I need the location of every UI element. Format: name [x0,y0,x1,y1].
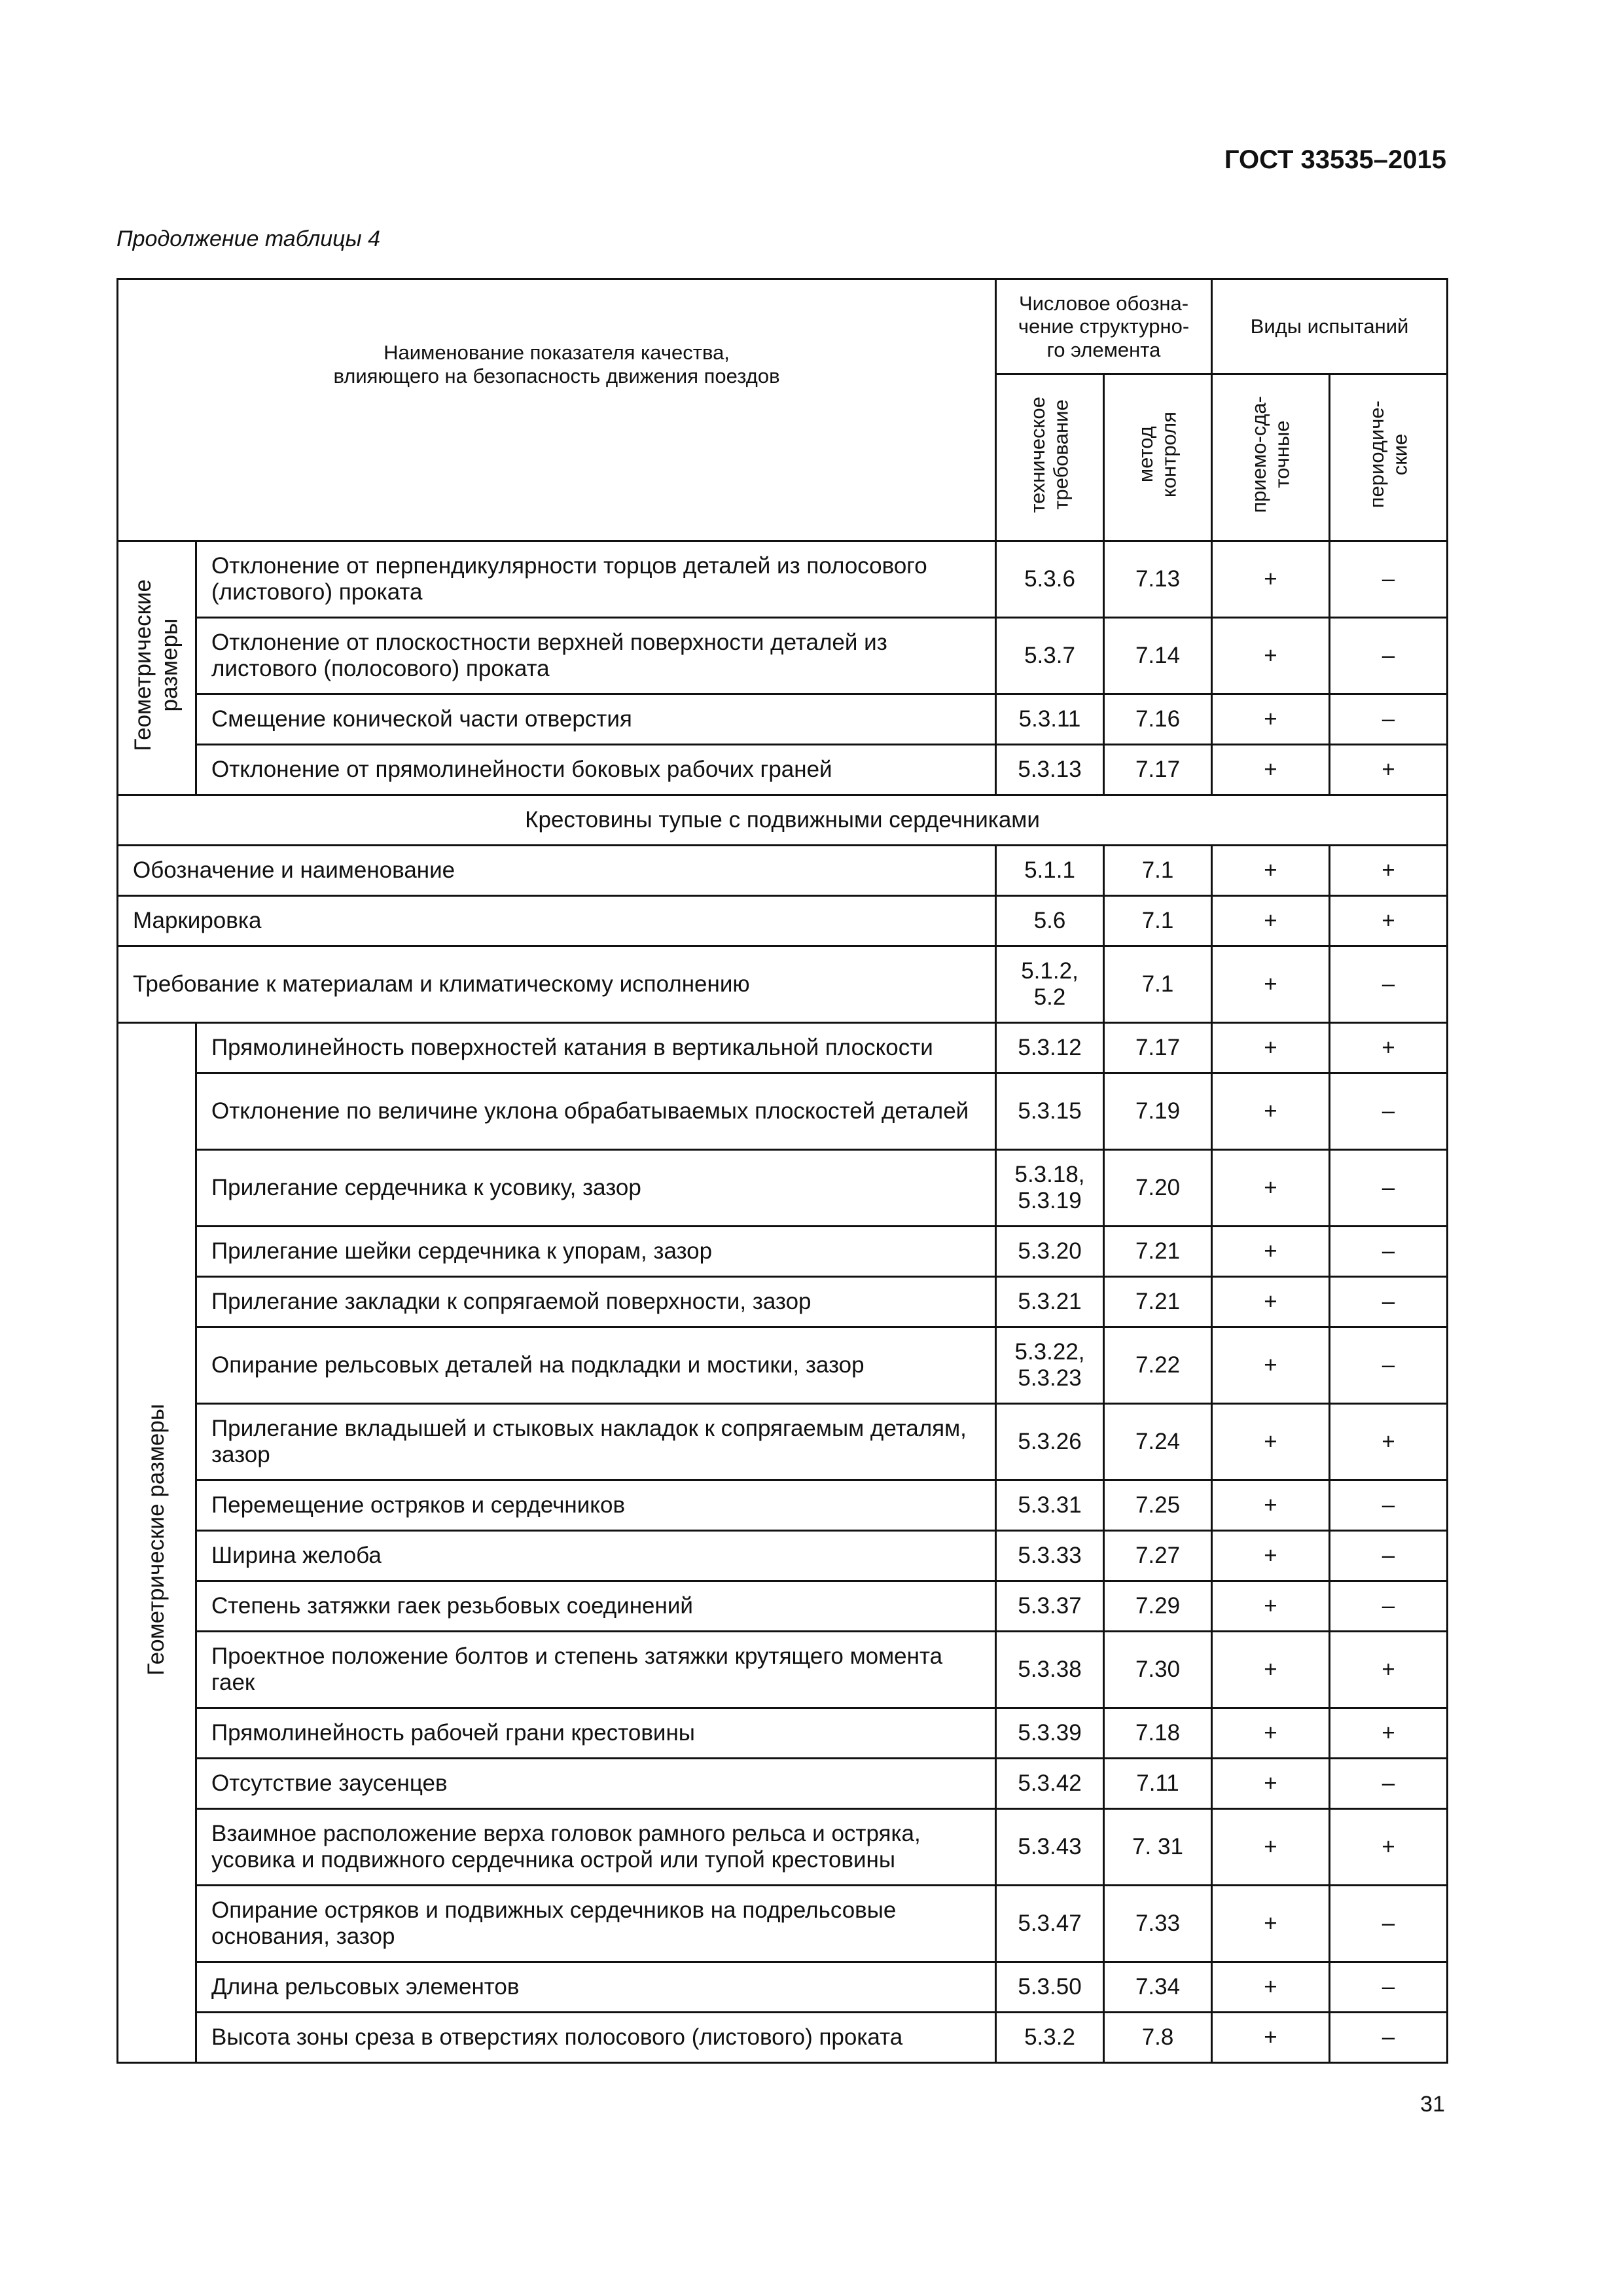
technical-requirement-cell: 5.3.39 [996,1708,1104,1759]
acceptance-test-cell: + [1212,1886,1330,1962]
technical-requirement-cell: 5.3.13 [996,745,1104,795]
indicator-name-cell: Обозначение и наименование [118,846,996,896]
page-number: 31 [1420,2092,1445,2117]
technical-requirement-cell: 5.3.21 [996,1277,1104,1327]
periodic-test-cell: + [1330,1708,1448,1759]
periodic-test-cell: – [1330,1150,1448,1227]
table-row [118,1150,1448,1227]
technical-requirement-cell: 5.3.31 [996,1480,1104,1531]
control-method-cell: 7.29 [1104,1581,1212,1632]
indicator-name-cell: Прямолинейность рабочей грани крестовины [196,1708,996,1759]
indicator-name-cell: Опирание остряков и подвижных сердечников на подрельсовые основания, зазор [196,1886,996,1962]
technical-requirement-cell: 5.3.7 [996,618,1104,694]
periodic-test-cell: – [1330,1759,1448,1809]
indicator-name-cell: Прямолинейность поверхностей катания в вертикальной плоскости [196,1023,996,1073]
indicator-name-cell: Перемещение остряков и сердечников [196,1480,996,1531]
header-acceptance-tests: приемо-сда- точные [1212,374,1330,541]
acceptance-test-cell: + [1212,1150,1330,1227]
table-row [118,1708,1448,1759]
periodic-test-cell: – [1330,694,1448,745]
control-method-cell: 7.13 [1104,541,1212,618]
periodic-test-cell: – [1330,1581,1448,1632]
technical-requirement-cell: 5.3.2 [996,2013,1104,2063]
technical-requirement-cell: 5.6 [996,896,1104,946]
table-row [118,1809,1448,1886]
control-method-cell: 7.18 [1104,1708,1212,1759]
table-row [118,1581,1448,1632]
table-row [118,1632,1448,1708]
indicator-name-cell: Прилегание закладки к сопрягаемой поверхности, зазор [196,1277,996,1327]
table-row [118,1023,1448,1073]
acceptance-test-cell: + [1212,618,1330,694]
technical-requirement-cell: 5.3.38 [996,1632,1104,1708]
acceptance-test-cell: + [1212,1327,1330,1404]
indicator-name-cell: Проектное положение болтов и степень затяжки крутящего момента гаек [196,1632,996,1708]
technical-requirement-cell: 5.3.42 [996,1759,1104,1809]
technical-requirement-cell: 5.3.33 [996,1531,1104,1581]
acceptance-test-cell: + [1212,1227,1330,1277]
technical-requirement-cell: 5.3.12 [996,1023,1104,1073]
indicator-name-cell: Высота зоны среза в отверстиях полосового (листового) проката [196,2013,996,2063]
periodic-test-cell: – [1330,2013,1448,2063]
periodic-test-cell: + [1330,745,1448,795]
group-label-geometric-dimensions-2: Геометрические размеры [118,1023,196,2063]
acceptance-test-cell: + [1212,1480,1330,1531]
indicator-name-cell: Прилегание сердечника к усовику, зазор [196,1150,996,1227]
acceptance-test-cell: + [1212,1632,1330,1708]
table-row [118,1480,1448,1531]
header-technical-requirement: техническое требование [996,374,1104,541]
acceptance-test-cell: + [1212,846,1330,896]
indicator-name-cell: Прилегание вкладышей и стыковых накладок к сопрягаемым деталям, зазор [196,1404,996,1480]
periodic-test-cell: + [1330,1809,1448,1886]
periodic-test-cell: – [1330,1073,1448,1150]
section-row [118,795,1448,846]
table-row [118,1227,1448,1277]
indicator-name-cell: Отсутствие заусенцев [196,1759,996,1809]
header-indicator: Наименование показателя качества, влияющего на безопасность движения поездов [118,279,996,541]
control-method-cell: 7.22 [1104,1327,1212,1404]
table-row [118,1962,1448,2013]
periodic-test-cell: – [1330,1277,1448,1327]
control-method-cell: 7.30 [1104,1632,1212,1708]
acceptance-test-cell: + [1212,1962,1330,2013]
group-label-geometric-dimensions: Геометрические размеры [118,541,196,795]
control-method-cell: 7.25 [1104,1480,1212,1531]
technical-requirement-cell: 5.3.20 [996,1227,1104,1277]
control-method-cell: 7.17 [1104,745,1212,795]
table-row [118,2013,1448,2063]
table-row [118,946,1448,1023]
control-method-cell: 7.1 [1104,846,1212,896]
periodic-test-cell: – [1330,946,1448,1023]
technical-requirement-cell: 5.3.47 [996,1886,1104,1962]
acceptance-test-cell: + [1212,1531,1330,1581]
control-method-cell: 7.24 [1104,1404,1212,1480]
acceptance-test-cell: + [1212,2013,1330,2063]
periodic-test-cell: – [1330,541,1448,618]
technical-requirement-cell: 5.3.15 [996,1073,1104,1150]
periodic-test-cell: + [1330,896,1448,946]
table-row [118,1327,1448,1404]
header-periodic-tests: периодиче- ские [1330,374,1448,541]
indicator-name-cell: Отклонение от плоскостности верхней поверхности деталей из листового (полосового) проката [196,618,996,694]
technical-requirement-cell: 5.3.43 [996,1809,1104,1886]
table-row [118,1886,1448,1962]
acceptance-test-cell: + [1212,1023,1330,1073]
technical-requirement-cell: 5.3.26 [996,1404,1104,1480]
periodic-test-cell: + [1330,1404,1448,1480]
acceptance-test-cell: + [1212,946,1330,1023]
indicator-name-cell: Требование к материалам и климатическому исполнению [118,946,996,1023]
technical-requirement-cell: 5.3.6 [996,541,1104,618]
control-method-cell: 7.14 [1104,618,1212,694]
periodic-test-cell: – [1330,1531,1448,1581]
indicator-name-cell: Опирание рельсовых деталей на подкладки и мостики, зазор [196,1327,996,1404]
table-caption: Продолжение таблицы 4 [116,226,380,251]
control-method-cell: 7.16 [1104,694,1212,745]
periodic-test-cell: – [1330,1227,1448,1277]
control-method-cell: 7.17 [1104,1023,1212,1073]
periodic-test-cell: – [1330,618,1448,694]
header-numeric-designation: Числовое обозна- чение структурно- го элемента [996,279,1212,374]
section-title: Крестовины тупые с подвижными сердечниками [118,795,1448,846]
acceptance-test-cell: + [1212,541,1330,618]
control-method-cell: 7.11 [1104,1759,1212,1809]
indicator-name-cell: Прилегание шейки сердечника к упорам, зазор [196,1227,996,1277]
technical-requirement-cell: 5.1.2, 5.2 [996,946,1104,1023]
acceptance-test-cell: + [1212,1277,1330,1327]
control-method-cell: 7.8 [1104,2013,1212,2063]
periodic-test-cell: – [1330,1962,1448,2013]
acceptance-test-cell: + [1212,745,1330,795]
acceptance-test-cell: + [1212,1708,1330,1759]
table-row [118,1759,1448,1809]
indicator-name-cell: Смещение конической части отверстия [196,694,996,745]
technical-requirement-cell: 5.3.18, 5.3.19 [996,1150,1104,1227]
control-method-cell: 7. 31 [1104,1809,1212,1886]
control-method-cell: 7.21 [1104,1277,1212,1327]
control-method-cell: 7.27 [1104,1531,1212,1581]
table-row [118,1404,1448,1480]
periodic-test-cell: + [1330,846,1448,896]
acceptance-test-cell: + [1212,1759,1330,1809]
control-method-cell: 7.33 [1104,1886,1212,1962]
technical-requirement-cell: 5.3.11 [996,694,1104,745]
standard-code: ГОСТ 33535–2015 [1224,145,1446,174]
control-method-cell: 7.34 [1104,1962,1212,2013]
control-method-cell: 7.21 [1104,1227,1212,1277]
acceptance-test-cell: + [1212,896,1330,946]
acceptance-test-cell: + [1212,1809,1330,1886]
table-row [118,896,1448,946]
indicator-name-cell: Маркировка [118,896,996,946]
table-row [118,846,1448,896]
indicator-name-cell: Степень затяжки гаек резьбовых соединений [196,1581,996,1632]
control-method-cell: 7.20 [1104,1150,1212,1227]
indicator-name-cell: Длина рельсовых элементов [196,1962,996,2013]
technical-requirement-cell: 5.1.1 [996,846,1104,896]
periodic-test-cell: – [1330,1480,1448,1531]
periodic-test-cell: + [1330,1632,1448,1708]
acceptance-test-cell: + [1212,1404,1330,1480]
technical-requirement-cell: 5.3.22, 5.3.23 [996,1327,1104,1404]
control-method-cell: 7.19 [1104,1073,1212,1150]
technical-requirement-cell: 5.3.37 [996,1581,1104,1632]
table-row [118,694,1448,745]
quality-indicators-table [116,278,1448,2064]
indicator-name-cell: Ширина желоба [196,1531,996,1581]
indicator-name-cell: Взаимное расположение верха головок рамного рельса и остряка, усовика и подвижного сердечника острой или тупой крестовины [196,1809,996,1886]
control-method-cell: 7.1 [1104,896,1212,946]
header-test-types: Виды испытаний [1212,279,1448,374]
acceptance-test-cell: + [1212,1581,1330,1632]
table-row [118,745,1448,795]
periodic-test-cell: – [1330,1886,1448,1962]
periodic-test-cell: + [1330,1023,1448,1073]
table-row [118,618,1448,694]
indicator-name-cell: Отклонение от прямолинейности боковых рабочих граней [196,745,996,795]
indicator-name-cell: Отклонение по величине уклона обрабатываемых плоскостей деталей [196,1073,996,1150]
table-row [118,1277,1448,1327]
acceptance-test-cell: + [1212,694,1330,745]
table-row [118,541,1448,618]
table-row [118,1073,1448,1150]
table-row [118,1531,1448,1581]
technical-requirement-cell: 5.3.50 [996,1962,1104,2013]
header-control-method: метод контроля [1104,374,1212,541]
control-method-cell: 7.1 [1104,946,1212,1023]
indicator-name-cell: Отклонение от перпендикулярности торцов деталей из полосового (листового) проката [196,541,996,618]
acceptance-test-cell: + [1212,1073,1330,1150]
periodic-test-cell: – [1330,1327,1448,1404]
